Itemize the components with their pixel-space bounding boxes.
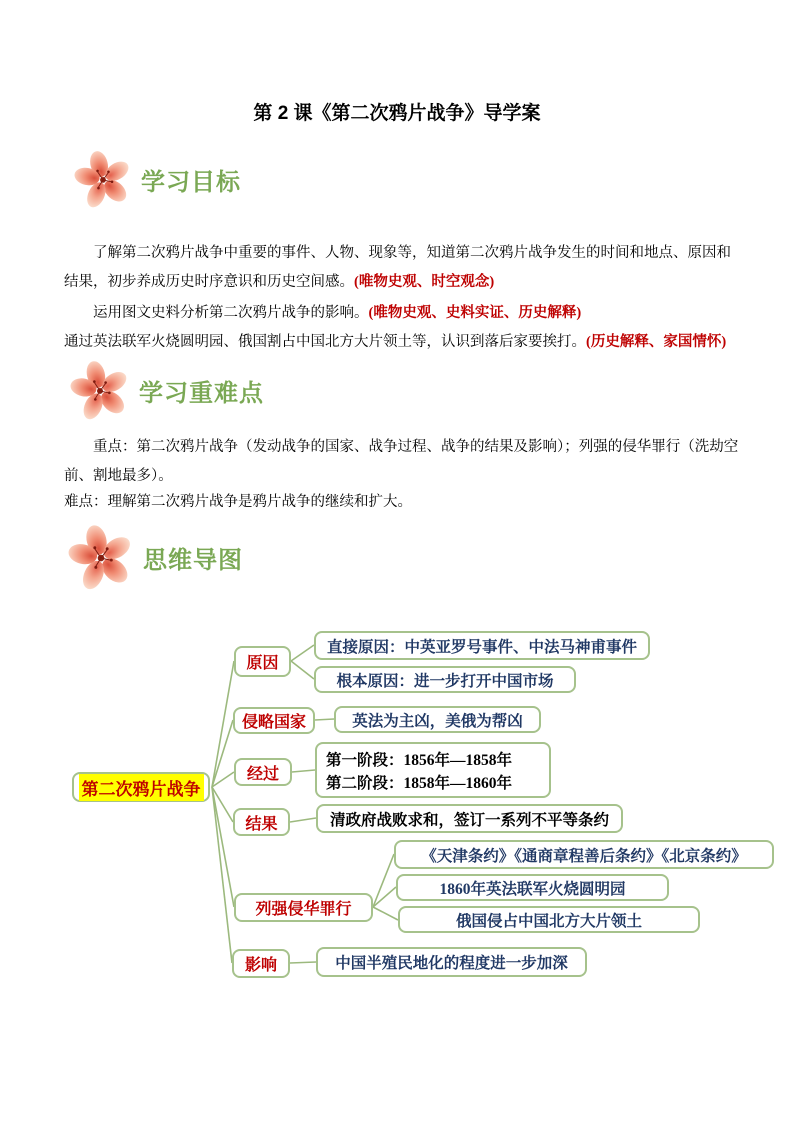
connector-line [212,787,232,963]
connector-line [373,887,396,907]
mindmap-leaf-result [316,804,623,833]
connector-line [315,719,334,720]
page-title: 第 2 课《第二次鸦片战争》导学案 [253,103,541,124]
section-objectives-heading: 学习目标 [141,168,241,196]
leaf-label: 英法为主凶，美俄为帮凶 [352,712,523,730]
branch-label: 原因 [246,655,279,672]
connector-line [212,661,234,787]
leaf-label: 根本原因：进一步打开中国市场 [336,672,554,690]
leaf-label-stage1: 第一阶段：1856年—1858年 [326,751,513,769]
leaf-label-stage2: 第二阶段：1858年—1860年 [326,774,513,792]
objectives-p1-annotation: (唯物史观、时空观念) [354,274,495,290]
mindmap-branch-result [233,808,290,836]
keypoints-paragraph-1 [64,433,764,491]
connector-line [292,770,315,772]
leaf-label: 直接原因：中英亚罗号事件、中法马神甫事件 [326,638,637,656]
objectives-p3-annotation: (历史解释、家国情怀) [586,334,727,350]
branch-label: 列强侵华罪行 [255,901,352,918]
flower-icon [74,150,132,208]
section-mindmap-header [68,522,243,592]
section-keypoints-heading: 学习重难点 [139,379,264,407]
section-objectives-header [74,148,241,210]
section-keypoints-header [70,358,264,422]
mindmap-leaf-yuanmingyuan [396,874,669,901]
objectives-p1-line1: 了解第二次鸦片战争中重要的事件、人物、现象等，知道第二次鸦片战争发生的时间和地点、原因和 [93,245,731,261]
objectives-paragraph-2 [64,299,764,328]
objectives-p1-line2: 结果，初步养成历史时序意识和历史空间感。 [64,274,354,290]
leaf-label: 中国半殖民地化的程度进一步加深 [335,955,568,972]
objectives-p2-text: 运用图文史料分析第二次鸦片战争的影响。 [93,305,369,321]
keypoints-paragraphs [64,433,764,517]
mindmap-branch-impact [232,949,290,978]
connector-line [212,787,233,822]
mindmap-branch-cause [234,646,291,677]
mindmap-leaf-direct-cause [314,631,650,660]
connector-line [290,962,316,963]
leaf-label: 清政府战败求和，签订一系列不平等条约 [329,811,609,829]
mindmap-leaf-russia [398,906,700,933]
leaf-label: 《天津条约》《通商章程善后条约》《北京条约》 [421,847,747,865]
mindmap-leaf-impact [316,947,587,977]
mindmap-leaf-treaties [394,840,774,869]
mindmap-root-label: 第二次鸦片战争 [79,774,204,801]
objectives-p2-annotation: (唯物史观、史料实证、历史解释) [368,305,582,321]
keypoints-p1-line2: 前、割地最多）。 [64,468,173,484]
mindmap-leaf-stages [315,742,551,798]
keypoints-paragraph-2 [64,488,764,517]
connector-line [373,907,398,920]
connector-line [291,661,314,679]
objectives-paragraph-3 [64,328,764,357]
branch-label: 结果 [245,815,278,833]
mindmap-root-node [72,772,210,802]
mindmap-branch-process [234,758,292,786]
objectives-p3-text: 通过英法联军火烧圆明园、俄国割占中国北方大片领土等，认识到落后家要挨打。 [64,334,586,350]
connector-line [212,720,233,787]
connector-line [373,854,394,907]
objectives-paragraph-1 [64,239,764,297]
section-mindmap-heading: 思维导图 [143,546,243,574]
connector-line [291,645,314,661]
flower-icon [70,360,130,420]
leaf-label: 俄国侵占中国北方大片领土 [455,912,642,930]
mindmap-leaf-root-cause [314,666,576,693]
leaf-label: 1860年英法联军火烧圆明园 [439,880,626,898]
mindmap-leaf-invaders [334,706,541,733]
connector-line [212,772,234,787]
connector-line [290,818,316,822]
keypoints-p2-text: 难点：理解第二次鸦片战争是鸦片战争的继续和扩大。 [64,494,412,510]
connector-line [212,787,234,907]
objectives-paragraphs [64,239,764,357]
flower-icon [68,524,134,590]
branch-label: 影响 [244,957,277,974]
mindmap-branch-invaders [233,707,315,734]
keypoints-p1-line1: 重点：第二次鸦片战争（发动战争的国家、战争过程、战争的结果及影响）；列强的侵华罪行（洗劫空 [93,439,739,455]
branch-label: 侵略国家 [241,714,306,731]
branch-label: 经过 [246,765,279,783]
mindmap-branch-crimes [234,893,373,922]
